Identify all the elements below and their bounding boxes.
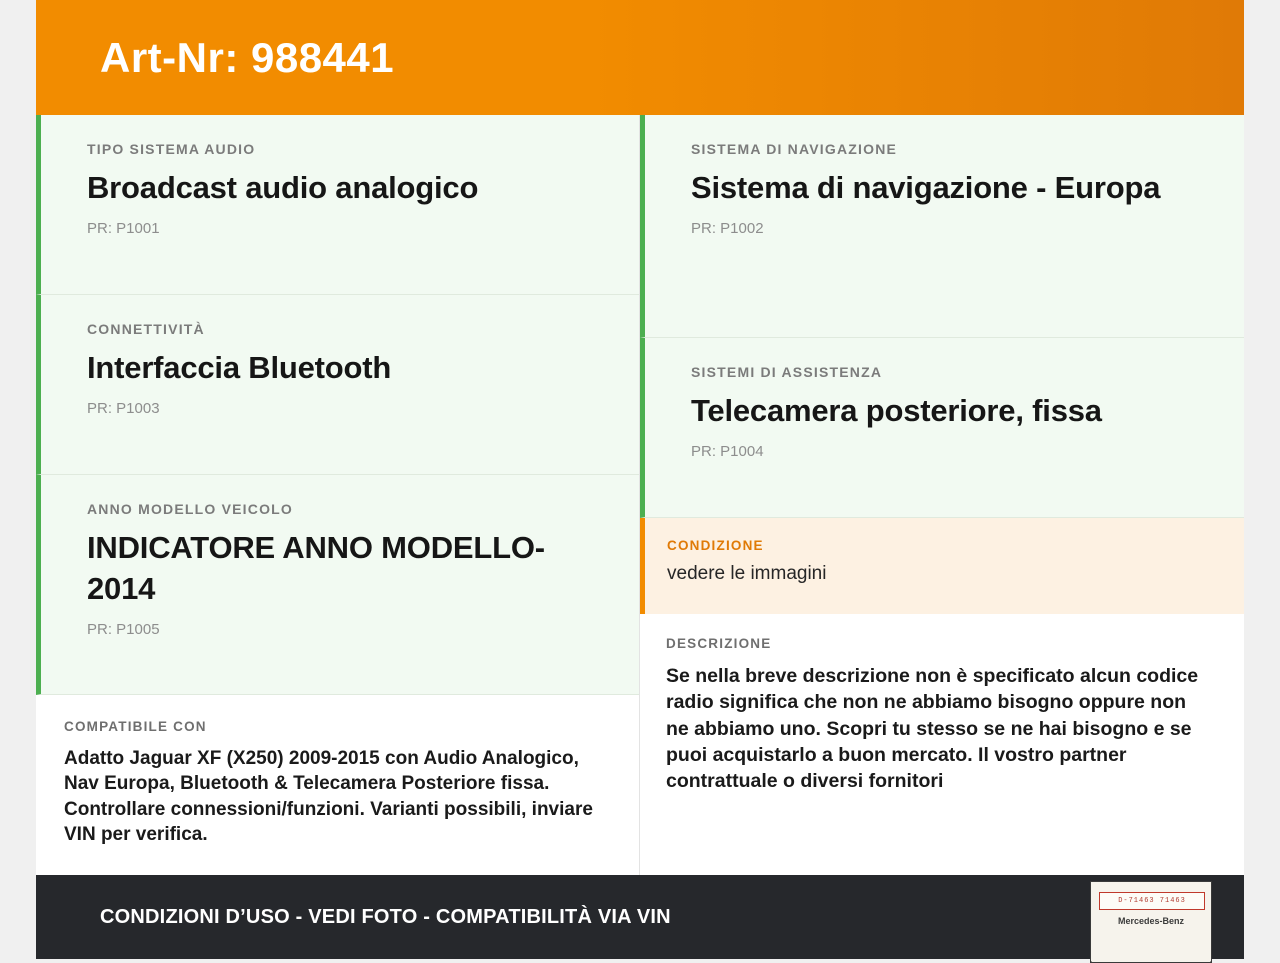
feature-value: INDICATORE ANNO MODELLO-2014 — [87, 530, 545, 607]
feature-pr-code: PR: P1003 — [87, 400, 160, 418]
page-header — [36, 0, 1244, 115]
feature-label: ANNO MODELLO VEICOLO — [87, 501, 293, 517]
feature-pr-code: PR: P1005 — [87, 621, 160, 639]
compatibility-section — [36, 695, 639, 871]
feature-value: Sistema di navigazione - Europa — [691, 170, 1161, 205]
compatibility-label: COMPATIBILE CON — [64, 719, 207, 734]
condition-value: vedere le immagini — [667, 563, 827, 584]
page-title: Art-Nr: 988441 — [100, 33, 395, 81]
feature-label: TIPO SISTEMA AUDIO — [87, 141, 256, 157]
stamp-inner — [1091, 882, 1211, 962]
feature-card-audio — [36, 115, 639, 295]
page-footer — [36, 875, 1244, 959]
compatibility-text: Adatto Jaguar XF (X250) 2009-2015 con Audio Analogico, Nav Europa, Bluetooth & Telecamera Posteriore fissa. Controllare connessioni/funzioni. Varianti possibili, inviare VIN per verifica. — [64, 748, 593, 845]
feature-pr-code: PR: P1002 — [691, 220, 764, 238]
left-column — [36, 115, 640, 875]
feature-value: Broadcast audio analogico — [87, 170, 479, 205]
feature-label: SISTEMI DI ASSISTENZA — [691, 364, 883, 380]
page-body — [36, 115, 1244, 875]
feature-card-assistance — [640, 338, 1244, 518]
envelope-stamp-icon — [1090, 881, 1212, 963]
feature-value: Telecamera posteriore, fissa — [691, 393, 1102, 428]
stamp-brand-text: Mercedes-Benz — [1117, 916, 1185, 926]
description-section — [640, 614, 1244, 815]
right-column — [640, 115, 1244, 875]
footer-text: CONDIZIONI D’USO - VEDI FOTO - COMPATIBILITÀ VIA VIN — [100, 905, 671, 928]
listing-page — [36, 0, 1244, 959]
condition-banner — [640, 518, 1244, 614]
feature-pr-code: PR: P1004 — [691, 443, 764, 461]
description-label: DESCRIZIONE — [666, 636, 772, 651]
envelope-flap-lines — [1091, 906, 1211, 962]
feature-card-connectivity — [36, 295, 639, 475]
condition-label: CONDIZIONE — [667, 538, 764, 553]
feature-label: CONNETTIVITÀ — [87, 321, 205, 337]
stamp-band-text: D-71463 71463 — [1099, 892, 1205, 910]
feature-pr-code: PR: P1001 — [87, 220, 160, 238]
feature-label: SISTEMA DI NAVIGAZIONE — [691, 141, 898, 157]
feature-card-navigation — [640, 115, 1244, 338]
feature-card-model-year — [36, 475, 639, 695]
feature-value: Interfaccia Bluetooth — [87, 350, 392, 385]
description-text: Se nella breve descrizione non è specificato alcun codice radio significa che non ne abbiamo bisogno oppure non ne abbiamo uno. Scopri tu stesso se ne hai bisogno e se puoi acquistarlo a buon mercato. Il vostro partner contrattuale o diversi fornitori — [666, 665, 1199, 793]
